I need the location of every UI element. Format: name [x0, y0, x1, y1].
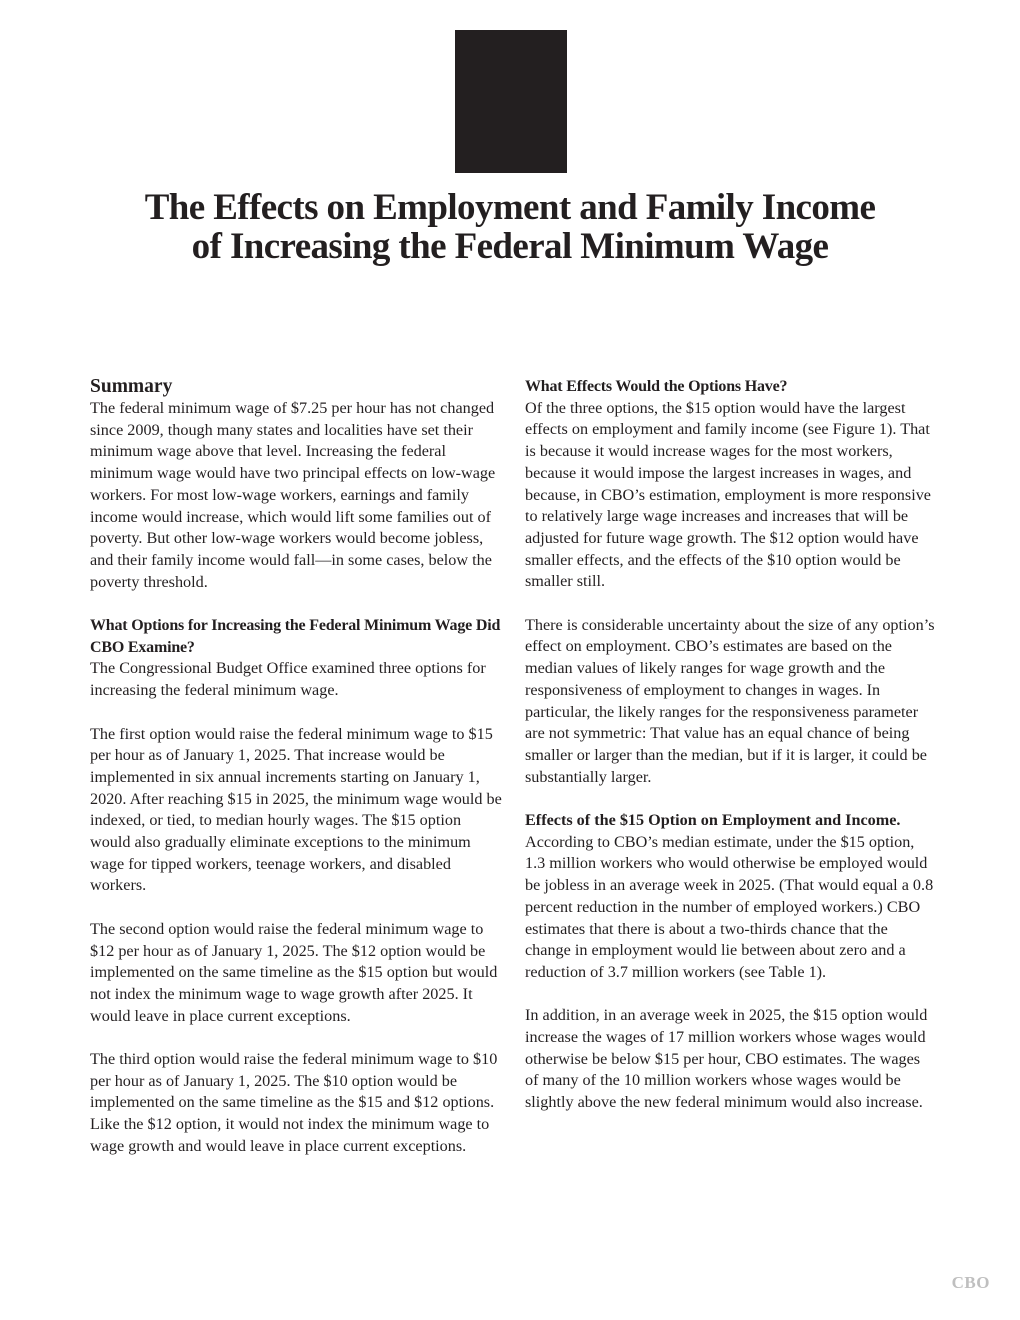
- title-line-2: of Increasing the Federal Minimum Wage: [191, 226, 829, 267]
- effects-paragraph: Of the three options, the $15 option would have the largest effects on employment and family income (see Figure 1). That is because it would increase wages for the most workers, because it would impose the largest increases in wages, and because, in CBO’s estimation, employment is more responsive to relatively large wage increases and increases that will be adjusted for future wage growth. The $12 option would have smaller effects, and the effects of the $10 option would be smaller still.: [525, 398, 931, 591]
- third-option-paragraph: The third option would raise the federal minimum wage to $10 per hour as of January 1, 2025. The $10 option would be implemented on the same timeline as the $15 and $12 options. Like the $12 option, it would not index the minimum wage to wage growth and would leave in place current exceptions.: [90, 1050, 498, 1155]
- first-option-paragraph: The first option would raise the federal minimum wage to $15 per hour as of January 1, 2025. That increase would be implemented in six annual increments starting on January 1, 2020. After reaching $15 in 2025, the minimum wage would be indexed, or tied, to median hourly wages. The $15 option would also gradually eliminate exceptions to the minimum wage for tipped workers, teenage workers, and disabled workers.: [90, 724, 502, 895]
- effects-15-paragraph: [525, 810, 937, 984]
- page-title: [60, 188, 960, 266]
- header-block-graphic: [455, 30, 567, 173]
- addition-paragraph: In addition, in an average week in 2025, the $15 option would increase the wages of 17 million workers whose wages would otherwise be below $15 per hour, CBO estimates. The wages of many of the 10 million workers whose wages would be slightly above the new federal minimum would also increase.: [525, 1006, 928, 1112]
- options-heading: What Options for Increasing the Federal Minimum Wage Did CBO Examine?: [90, 617, 501, 656]
- effects-heading: What Effects Would the Options Have?: [525, 378, 788, 395]
- effects-15-runin-heading: Effects of the $15 Option on Employment and Income.: [525, 811, 901, 830]
- summary-paragraph: The federal minimum wage of $7.25 per hour has not changed since 2009, though many states and localities have set their minimum wage above that level. Increasing the federal minimum wage would have two principal effects on low-wage workers. For most low-wage workers, earnings and family income would increase, which would lift some families out of poverty. But other low-wage workers would become jobless, and their family income would fall—in some cases, below the poverty threshold.: [90, 399, 496, 591]
- summary-heading: Summary: [90, 376, 173, 397]
- title-line-1: The Effects on Employment and Family Income: [144, 187, 876, 228]
- effects-15-text: According to CBO’s median estimate, under the $15 option, 1.3 million workers who would otherwise be employed would be jobless in an average week in 2025. (That would equal a 0.8 percent reduction in the number of employed workers.) CBO estimates that there is about a two-thirds chance that the change in employment would lie between about zero and a reduction of 3.7 million workers (see Table 1).: [525, 832, 934, 981]
- cbo-logo: CBO: [951, 1273, 990, 1292]
- uncertainty-paragraph: There is considerable uncertainty about the size of any option’s effect on employment. CBO’s estimates are based on the median values of likely ranges for wage growth and the responsiveness of employment to changes in wages. In particular, the likely ranges for the responsiveness parameter are not symmetric: That value has an equal chance of being smaller or larger than the median, but if it is larger, it could be substantially larger.: [525, 615, 935, 786]
- left-column: [90, 376, 502, 1179]
- second-option-paragraph: The second option would raise the federal minimum wage to $12 per hour as of January 1, 2025. The $12 option would be implemented on the same timeline as the $15 option but would not index the minimum wage to wage growth after 2025. It would leave in place current exceptions.: [90, 919, 498, 1025]
- options-intro-paragraph: The Congressional Budget Office examined three options for increasing the federal minimum wage.: [90, 659, 486, 700]
- right-column: [525, 376, 937, 1136]
